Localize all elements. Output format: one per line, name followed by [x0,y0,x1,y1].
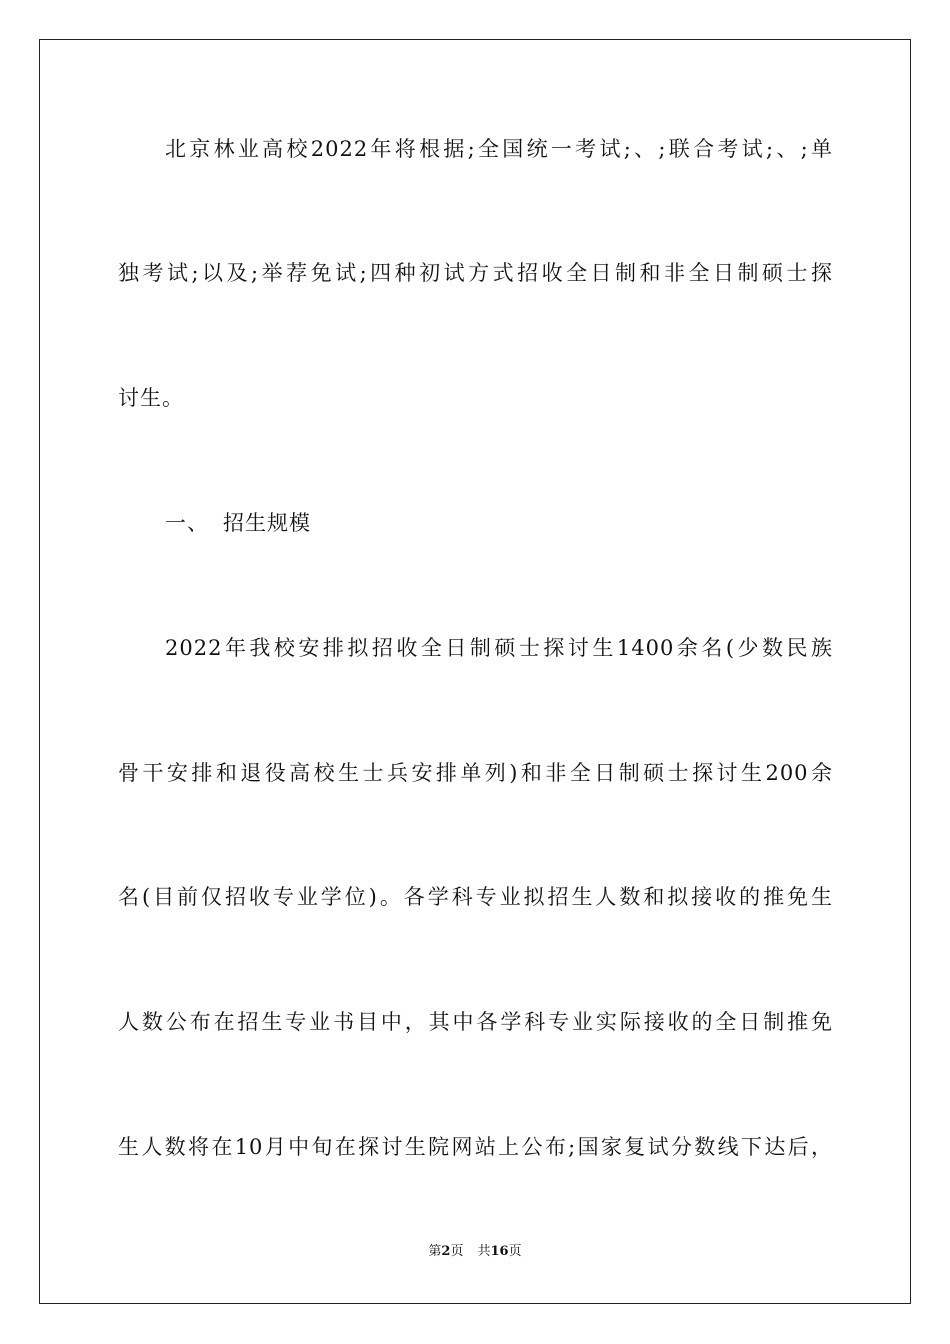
footer-total-prefix: 共 [477,1244,491,1259]
section-heading-text: 招生规模 [223,511,311,535]
footer-page-suffix: 页 [450,1244,464,1259]
section-heading [165,508,465,538]
paragraph-1-line-1: 北京林业高校2022年将根据;全国统一考试;、;联合考试;、;单 [165,137,833,161]
page-footer [0,1243,950,1261]
paragraph-1-line-2: 独考试;以及;举荐免试;四种初试方式招收全日制和非全日制硕士探 [118,261,833,285]
paragraph-2-line-5: 生人数将在10月中旬在探讨生院网站上公布;国家复试分数线下达后， [118,1135,833,1159]
page-border [39,39,911,1304]
section-heading-number: 一、 [165,511,209,535]
footer-page-prefix: 第 [428,1244,442,1259]
footer-total-number: 16 [490,1244,509,1259]
paragraph-2-line-3: 名(目前仅招收专业学位)。各学科专业拟招生人数和拟接收的推免生 [118,885,833,909]
paragraph-2-line-1: 2022年我校安排拟招收全日制硕士探讨生1400余名(少数民族 [165,636,833,660]
footer-page-number: 2 [441,1244,451,1259]
paragraph-2-line-2: 骨干安排和退役高校生士兵安排单列)和非全日制硕士探讨生200余 [118,761,833,785]
paragraph-2-line-4: 人数公布在招生专业书目中，其中各学科专业实际接收的全日制推免 [118,1010,833,1034]
footer-total-suffix: 页 [508,1244,522,1259]
paragraph-1-line-3: 讨生。 [118,386,184,410]
